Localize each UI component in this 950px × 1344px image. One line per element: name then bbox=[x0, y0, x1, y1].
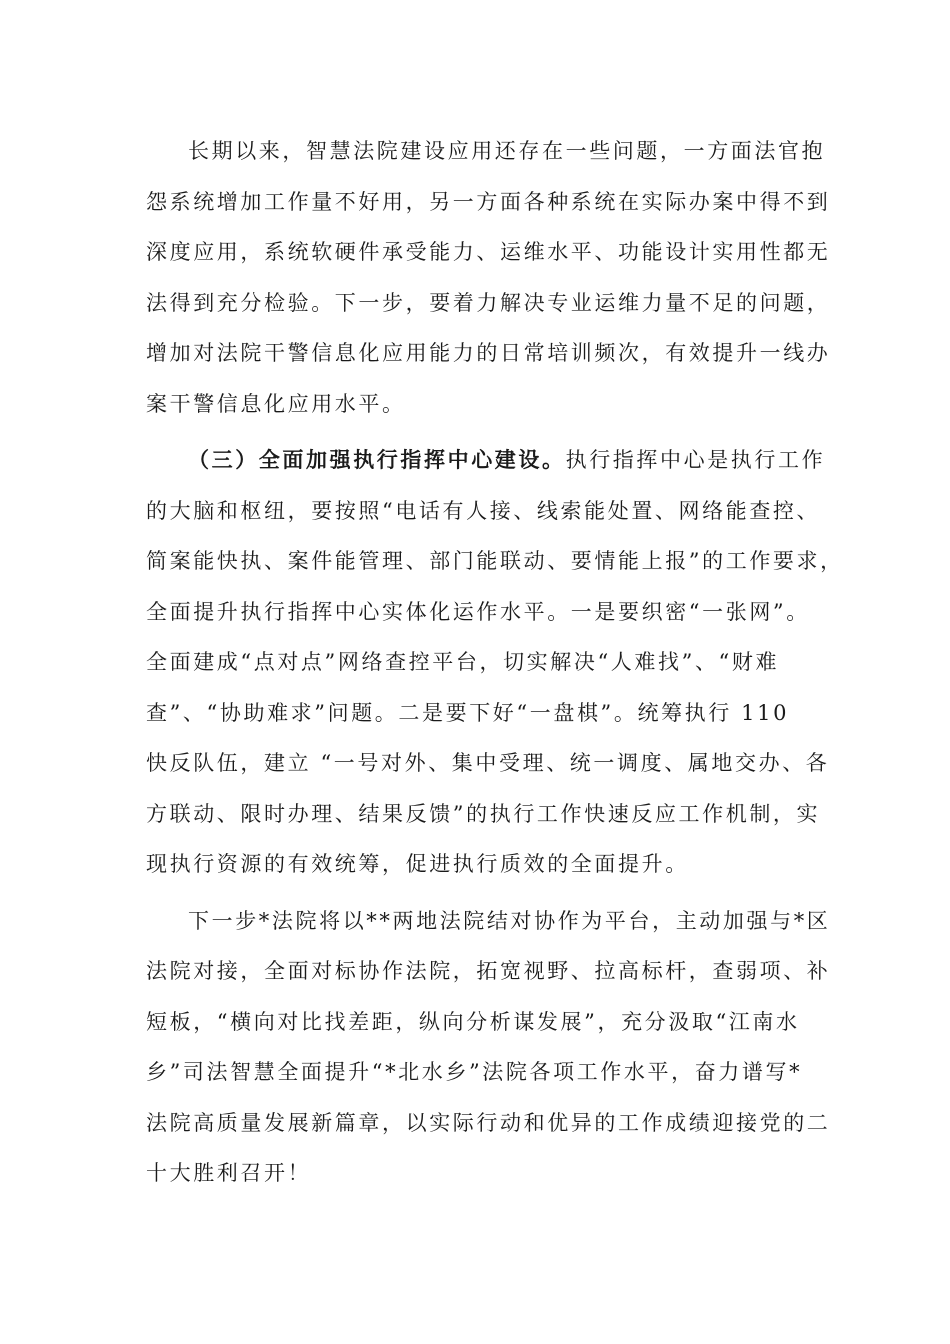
paragraph-line: 长期以来，智慧法院建设应用还存在一些问题，一方面法官抱 bbox=[188, 139, 826, 163]
paragraph-line: 全面建成“点对点”网络查控平台，切实解决“人难找”、“财难 bbox=[146, 650, 780, 674]
document-body bbox=[146, 126, 844, 1199]
paragraph-line: 怨系统增加工作量不好用，另一方面各种系统在实际办案中得不到 bbox=[146, 189, 831, 214]
paragraph-line: 简案能快执、案件能管理、部门能联动、要情能上报”的工作要求， bbox=[146, 549, 844, 573]
paragraph-line: 方联动、限时办理、结果反馈”的执行工作快速反应工作机制，实 bbox=[146, 801, 821, 826]
paragraph-line: 短板，“横向对比找差距，纵向分析谋发展”，充分汲取“江南水 bbox=[146, 1009, 800, 1034]
paragraph-line: 增加对法院干警信息化应用能力的日常培训频次，有效提升一线办 bbox=[146, 341, 831, 365]
paragraph-line: 法院对接，全面对标协作法院，拓宽视野、拉高标杆，查弱项、补 bbox=[146, 959, 831, 983]
paragraph-line: 法院高质量发展新篇章，以实际行动和优异的工作成绩迎接党的二 bbox=[146, 1110, 831, 1135]
paragraph-line: 案干警信息化应用水平。 bbox=[146, 391, 406, 416]
paragraph-1 bbox=[146, 126, 831, 429]
paragraph-line: 十大胜利召开！ bbox=[146, 1161, 312, 1185]
paragraph-line bbox=[146, 435, 826, 486]
paragraph-line: 乡”司法智慧全面提升“*北水乡”法院各项工作水平，奋力谱写* bbox=[146, 1060, 803, 1084]
paragraph-2 bbox=[146, 435, 844, 890]
paragraph-line: 法得到充分检验。下一步，要着力解决专业运维力量不足的问题， bbox=[146, 290, 831, 315]
paragraph-line: 现执行资源的有效统筹，促进执行质效的全面提升。 bbox=[146, 852, 689, 876]
paragraph-line: 下一步*法院将以**两地法院结对协作为平台，主动加强与*区 bbox=[188, 908, 831, 933]
paragraph-line: 深度应用，系统软硬件承受能力、运维水平、功能设计实用性都无 bbox=[146, 240, 831, 264]
paragraph-line: 的大脑和枢纽，要按照“电话有人接、线索能处置、网络能查控、 bbox=[146, 498, 821, 523]
paragraph-line: 全面提升执行指挥中心实体化运作水平。一是要织密“一张网”。 bbox=[146, 599, 810, 624]
heading-continuation: 执行指挥中心是执行工作 bbox=[565, 448, 826, 472]
section-heading: （三）全面加强执行指挥中心建设。 bbox=[188, 447, 566, 472]
paragraph-line: 快反队伍，建立 “一号对外、集中受理、统一调度、属地交办、各 bbox=[146, 751, 830, 775]
paragraph-3 bbox=[146, 896, 831, 1199]
paragraph-line: 查”、“协助难求”问题。二是要下好“一盘棋”。统筹执行 110 bbox=[146, 700, 790, 725]
